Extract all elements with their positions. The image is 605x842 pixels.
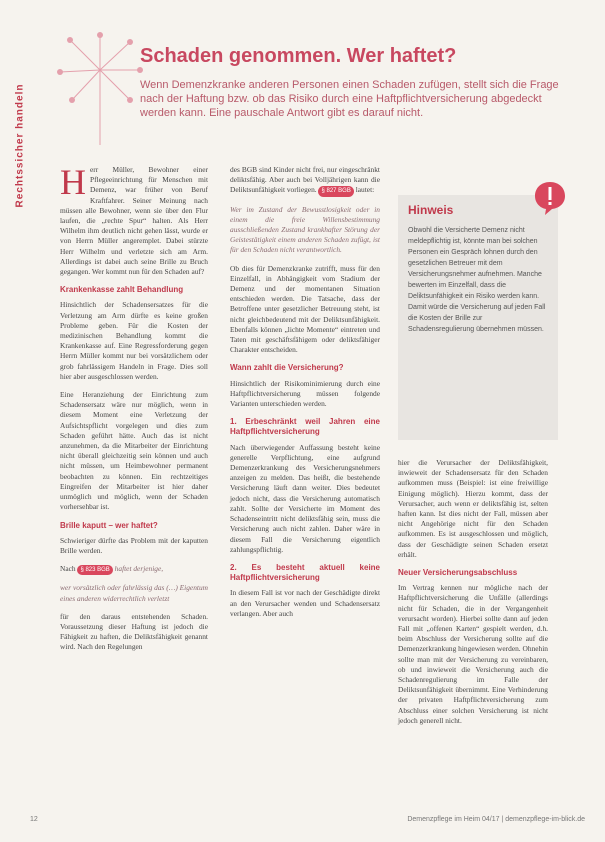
paragraph: Hinsichtlich der Schadensersatzes für die Verletzung am Arm dürfte es keine großen Probleme geben. Für die Kosten der medizinischen Behandlung kommt die Krankenkasse auf. Eine Regressforderung gegen Herrn Müller kommt nur bei vorsätzlichem oder grob fahrlässigem Handeln in Frage. Dies soll hier aber ausgeschlossen werden.	[60, 300, 208, 381]
paragraph-text: lautet:	[355, 185, 375, 195]
numbered-heading	[230, 417, 380, 437]
numbered-heading-text: Es besteht aktuell keine Haftpflichtversicherung	[230, 562, 380, 583]
footer-source: Demenzpflege im Heim 04/17 | demenzpflege-im-blick.de	[407, 816, 585, 823]
exclamation-bubble-icon	[533, 180, 567, 216]
list-number: 1.	[230, 417, 237, 427]
side-tab-label: Rechtssicher handeln	[14, 83, 26, 208]
hinweis-text: Obwohl die Versicherte Demenz nicht meldepflichtig ist, könnte man bei solchen Personen ein Gespräch lohnen durch den gesetzlichen Betreuer mit dem Versicherungsnehmer aufnehmen. Manche bewerten im Einzelfall, dass die Deliktsunfähigkeit ein Risiko werden kann. Damit würde die Versicherung auf jeden Fall die Kosten der Brille zur Schadensregulierung übernehmen müssen.	[408, 227, 546, 333]
column-1	[60, 162, 208, 661]
paragraph: Nach überwiegender Auffassung besteht keine generelle Verpflichtung, eine aufgrund Demenzerkrankung des Versicherungsnehmers anzeigen zu melden. Das heißt, die bestehende Versicherung läuft dann weiter. Dies bedeutet jedoch nicht, dass die Versicherung automatisch zahlt. Sollte der Versicherte im Moment des Schadenseintritt nicht deliktsfähig sein, muss die Versicherung auch nicht zahlen. Daher wäre in diesem Fall die Versicherung eigentlich zahlungspflichtig.	[230, 442, 380, 554]
numbered-heading-text: Erbeschränkt weil Jahren eine Haftpflichtversicherung	[230, 417, 380, 437]
dropcap: H	[60, 162, 86, 202]
page-number: 12	[30, 816, 38, 823]
column-3	[398, 458, 548, 734]
side-tab	[10, 70, 30, 230]
paragraph	[60, 162, 208, 277]
quote: wer vorsätzlich oder fahrlässig das (…) Eigentum eines anderen widerrechtlich verletzt	[60, 583, 208, 603]
column-2	[230, 165, 380, 627]
paragraph-text: des BGB sind Kinder nicht frei, nur eingeschränkt deliktsfähig. Aber auch bei Volljährigen kann die Deliktsunfähigkeit vorliegen.	[230, 165, 380, 195]
paragraph: Im Vertrag kennen nur mögliche nach der Haftpflichtversicherung die Unfälle (allerdings nicht für Schaden, die in der Vergangenheit verursacht worden). Hierbei sollte dann auf jeden Fall mit „offenen Karten“ gespielt werden, d.h. beim Abschluss der Versicherung sollte auf die Demenzerkrankung hingewiesen werden. Ohnehin sollte man mit der Versicherung zu vereinbaren, ob und inwieweit die Versicherung auch die Schadenregulierung im Falle der Deliktsunfähigkeit übernimmt. Eine Verhinderung der privaten Haftpflichtversicherung zum Abschluss einer solchen Versicherung ist nicht jedoch generell nicht.	[398, 583, 548, 725]
paragraph-text: err Müller, Bewohner einer Pflegeeinrichtung für Menschen mit Demenz, war früher von Beruf Kraftfahrer. Seiner Meinung nach müssen alle Bewohner, wenn sie über den Flur laufen, die „rechte Spur“ halten. Als Herr Wilhelm ihm deutlich nicht gehen lässt, wurde er von Herrn Müller angeremplet. Dabei stürzte Herr Wilhelm und verletzte sich am Arm. Allerdings ist dabei auch seine Brille zu Bruch gegangen. Wer kommt nun für den Schaden auf?	[60, 165, 208, 277]
hinweis-box	[398, 195, 558, 440]
section-heading: Wann zahlt die Versicherung?	[230, 363, 344, 373]
paragraph: Eine Heranziehung der Einrichtung zum Schadensersatz wäre nur möglich, wenn in diesem Moment eine Verletzung der Aufsichtspflicht vorgelegen und dies zum Schaden geführt hätte. Auch das ist nicht anzunehmen, da die Mitarbeiter der Einrichtung nicht überall gleichzeitig sein können und auch nicht müssen, um Heimbewohner permanent beobachten zu können. Ein rechtzeitiges Eingreifen der Mitarbeiter ist hier daher unmöglich und möglich, wenn der Schaden vorhersehbar ist.	[60, 390, 208, 512]
section-heading: Krankenkasse zahlt Behandlung	[60, 285, 184, 295]
numbered-heading	[230, 563, 380, 583]
paragraph	[60, 564, 208, 575]
paragraph-text: haftet derjenige,	[114, 564, 164, 574]
paragraph: Hinsichtlich der Risikominimierung durch eine Haftpflichtversicherung müssen folgende Varianten unterschieden werden.	[230, 378, 380, 409]
section-heading: Neuer Versicherungsabschluss	[398, 568, 518, 578]
list-number: 2.	[230, 562, 237, 572]
section-heading: Brille kaputt – wer haftet?	[60, 520, 158, 530]
page-title: Schaden genommen. Wer haftet?	[140, 45, 457, 67]
paragraph: Schwieriger dürfte das Problem mit der kaputten Brille werden.	[60, 535, 208, 555]
paragraph-text: Nach	[60, 564, 76, 574]
paragraph: für den daraus entstehenden Schaden. Voraussetzung dieser Haftung ist jedoch die Fähigkeit zu haften, die Deliktsfähigkeit genannt wird. Nach den Regelungen	[60, 611, 208, 652]
paragraph: Ob dies für Demenzkranke zutrifft, muss für den Einzelfall, in Abhängigkeit vom Stadium der Demenz und der momentanen Situation entschieden werden. Die Tatsache, dass der Betroffene unter gesetzlicher Betreuung steht, ist nicht gleichbedeutend mit der Deliktsunfähigkeit. Ebenfalls können „lichte Momente“ eintreten und Taten mit geschäftsfähigem oder deliktsfähiger Charakter entscheiden.	[230, 263, 380, 355]
law-reference-badge: § 827 BGB	[318, 186, 353, 196]
paragraph: hier die Verursacher der Deliktsfähigkeit, inwieweit der Schadensersatz für den Schaden aufkommen muss (Beispiel: ist eine freiwillige Einigung möglich). Hierzu kommt, dass der Verursacher, auch wenn er deliktsfähig ist, selten haften kann. Ist dies nicht der Fall, müssen aber nicht Angehörige nicht für den Schaden aufkommen. Es ist ausgeschlossen und möglich, dass der Geschädigte seinen Schaden ersetzt erhält.	[398, 458, 548, 559]
lead-paragraph: Wenn Demenzkranke anderen Personen einen Schaden zufügen, stellt sich die Frage nach der Haftung bzw. ob das Risiko durch eine Haftpflichtversicherung abgedeckt werden kann. Eine pauschale Antwort gibt es darauf nicht.	[140, 79, 559, 119]
law-reference-badge: § 823 BGB	[77, 565, 112, 575]
dandelion-icon	[40, 30, 150, 150]
hinweis-title: Hinweis	[408, 203, 454, 217]
paragraph: In diesem Fall ist vor nach der Geschädigte direkt an den Verursacher wenden und Schadensersatz verlangen. Aber auch	[230, 588, 380, 618]
paragraph	[230, 165, 380, 197]
quote: Wer im Zustand der Bewusstlosigkeit oder in einem die freie Willensbestimmung ausschließenden Zustand krankhafter Störung der Geistestätigkeit einem anderen Schaden zufügt, ist für den Schaden nicht verantwortlich.	[230, 204, 380, 255]
